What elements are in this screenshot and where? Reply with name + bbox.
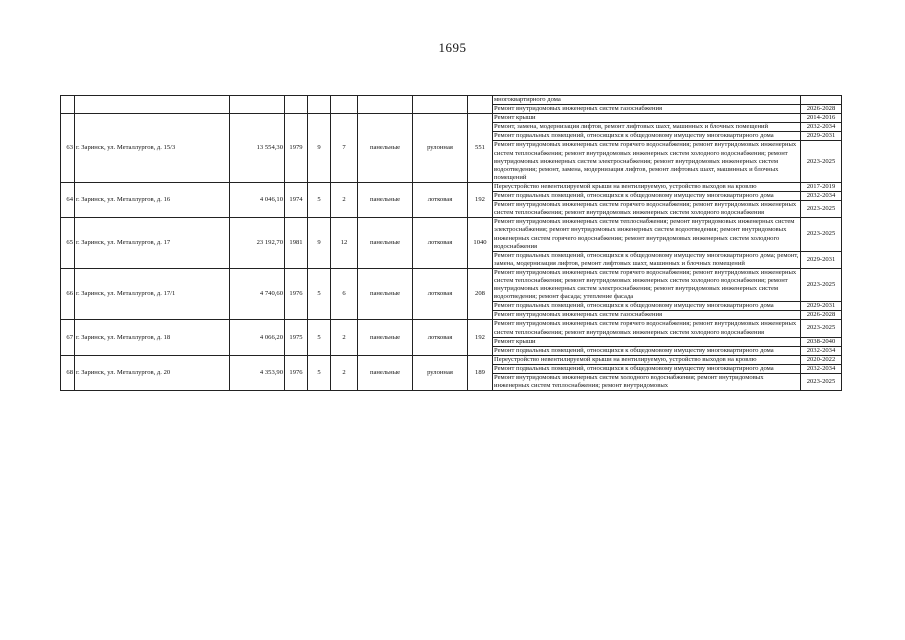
period-cell: 2014-2016 <box>801 114 842 123</box>
walls-cell: панельные <box>358 218 413 269</box>
floors-cell: 5 <box>308 320 331 355</box>
roof-cell: рулонная <box>413 355 468 390</box>
period-cell: 2023-2025 <box>801 218 842 251</box>
period-cell: 2023-2025 <box>801 374 842 391</box>
flats-cell: 551 <box>468 114 493 183</box>
work-type-cell: Ремонт внутридомовых инженерных систем горячего водоснабжения; ремонт внутридомовых инженерных систем теплоснабжения; ремонт внутридомовых инженерных систем холодного водоснабжения <box>493 320 801 337</box>
work-type-cell: Ремонт подвальных помещений, относящихся к общедомовому имуществу многоквартирного дома; ремонт, замена, модернизация лифтов, ремонт лифтовых шахт, машинных и блочных помещений <box>493 251 801 268</box>
work-type-cell: Ремонт подвальных помещений, относящихся к общедомовому имуществу многоквартирного дома <box>493 302 801 311</box>
walls-cell: панельные <box>358 182 413 217</box>
address-cell: г. Заринск, ул. Металлургов, д. 15/3 <box>75 114 230 183</box>
work-type-cell: многоквартирного дома <box>493 96 801 105</box>
period-cell: 2026-2028 <box>801 311 842 320</box>
flats-cell: 189 <box>468 355 493 390</box>
entrances-cell: 2 <box>331 355 358 390</box>
year-cell: 1974 <box>285 182 308 217</box>
area-cell <box>230 96 285 114</box>
house-num-cell: 68 <box>61 355 75 390</box>
page-number: 1695 <box>438 40 467 55</box>
flats-cell: 192 <box>468 182 493 217</box>
work-type-cell: Ремонт внутридомовых инженерных систем холодного водоснабжения; ремонт внутридомовых инженерных систем теплоснабжения; ремонт внутридомовых <box>493 374 801 391</box>
period-cell: 2038-2040 <box>801 337 842 346</box>
table-body <box>61 96 842 391</box>
roof-cell <box>413 96 468 114</box>
table-row <box>61 355 842 364</box>
period-cell: 2017-2019 <box>801 182 842 191</box>
flats-cell: 192 <box>468 320 493 355</box>
period-cell: 2020-2022 <box>801 355 842 364</box>
area-cell: 4 353,90 <box>230 355 285 390</box>
house-num-cell: 65 <box>61 218 75 269</box>
entrances-cell: 2 <box>331 182 358 217</box>
year-cell: 1976 <box>285 268 308 320</box>
entrances-cell: 2 <box>331 320 358 355</box>
flats-cell: 1040 <box>468 218 493 269</box>
entrances-cell: 12 <box>331 218 358 269</box>
walls-cell: панельные <box>358 268 413 320</box>
period-cell: 2023-2025 <box>801 201 842 218</box>
year-cell: 1979 <box>285 114 308 183</box>
work-type-cell: Ремонт, замена, модернизация лифтов, ремонт лифтовых шахт, машинных и блочных помещений <box>493 123 801 132</box>
house-num-cell: 67 <box>61 320 75 355</box>
walls-cell: панельные <box>358 320 413 355</box>
period-cell: 2032-2034 <box>801 364 842 373</box>
work-type-cell: Ремонт крыши <box>493 337 801 346</box>
work-type-cell: Ремонт внутридомовых инженерных систем горячего водоснабжения; ремонт внутридомовых инженерных систем теплоснабжения; ремонт внутридомовых инженерных систем холодного водоснабжения; ремонт внутридомовых инженерных систем электроснабжения; ремонт внутридомовых инженерных систем водоотведения; ремонт фасада; утепление фасада <box>493 268 801 301</box>
table-row <box>61 114 842 123</box>
work-type-cell: Ремонт подвальных помещений, относящихся к общедомовому имуществу многоквартирного дома <box>493 192 801 201</box>
period-cell: 2032-2034 <box>801 192 842 201</box>
address-cell: г. Заринск, ул. Металлургов, д. 16 <box>75 182 230 217</box>
floors-cell: 9 <box>308 218 331 269</box>
work-type-cell: Ремонт внутридомовых инженерных систем теплоснабжения; ремонт внутридомовых инженерных систем электроснабжения; ремонт внутридомовых инженерных систем водоотведения; ремонт внутридомовых инженерных систем горячего водоснабжения; ремонт внутридомовых инженерных систем холодного водоснабжения <box>493 218 801 251</box>
period-cell: 2032-2034 <box>801 346 842 355</box>
floors-cell: 5 <box>308 268 331 320</box>
period-cell: 2026-2028 <box>801 105 842 114</box>
roof-cell: лотковая <box>413 320 468 355</box>
work-type-cell: Ремонт внутридомовых инженерных систем горячего водоснабжения; ремонт внутридомовых инженерных систем теплоснабжения; ремонт внутридомовых инженерных систем холодного водоснабжения; ремонт внутридомовых инженерных систем электроснабжения; ремонт внутридомовых инженерных систем водоотведения; ремонт, замена, модернизация лифтов, ремонт лифтовых шахт, машинных и блочных помещений <box>493 141 801 182</box>
work-type-cell: Ремонт подвальных помещений, относящихся к общедомовому имуществу многоквартирного дома <box>493 346 801 355</box>
address-cell <box>75 96 230 114</box>
work-type-cell: Ремонт подвальных помещений, относящихся к общедомовому имуществу многоквартирного дома <box>493 364 801 373</box>
year-cell <box>285 96 308 114</box>
address-cell: г. Заринск, ул. Металлургов, д. 18 <box>75 320 230 355</box>
address-cell: г. Заринск, ул. Металлургов, д. 17 <box>75 218 230 269</box>
floors-cell <box>308 96 331 114</box>
walls-cell: панельные <box>358 114 413 183</box>
work-type-cell: Ремонт внутридомовых инженерных систем горячего водоснабжения; ремонт внутридомовых инженерных систем теплоснабжения; ремонт внутридомовых инженерных систем холодного водоснабжения <box>493 201 801 218</box>
work-type-cell: Ремонт крыши <box>493 114 801 123</box>
floors-cell: 5 <box>308 355 331 390</box>
walls-cell <box>358 96 413 114</box>
area-cell: 4 740,60 <box>230 268 285 320</box>
period-cell <box>801 96 842 105</box>
floors-cell: 9 <box>308 114 331 183</box>
work-type-cell: Ремонт внутридомовых инженерных систем газоснабжения <box>493 311 801 320</box>
entrances-cell: 6 <box>331 268 358 320</box>
table-row <box>61 96 842 105</box>
work-type-cell: Ремонт внутридомовых инженерных систем газоснабжения <box>493 105 801 114</box>
house-num-cell <box>61 96 75 114</box>
roof-cell: лотковая <box>413 268 468 320</box>
area-cell: 4 066,20 <box>230 320 285 355</box>
floors-cell: 5 <box>308 182 331 217</box>
period-cell: 2023-2025 <box>801 268 842 301</box>
area-cell: 13 554,30 <box>230 114 285 183</box>
house-num-cell: 66 <box>61 268 75 320</box>
entrances-cell <box>331 96 358 114</box>
work-type-cell: Ремонт подвальных помещений, относящихся к общедомовому имуществу многоквартирного дома <box>493 132 801 141</box>
flats-cell: 208 <box>468 268 493 320</box>
year-cell: 1975 <box>285 320 308 355</box>
table-row <box>61 320 842 337</box>
area-cell: 23 192,70 <box>230 218 285 269</box>
roof-cell: лотковая <box>413 182 468 217</box>
area-cell: 4 046,10 <box>230 182 285 217</box>
roof-cell: лотковая <box>413 218 468 269</box>
period-cell: 2029-2031 <box>801 302 842 311</box>
period-cell: 2029-2031 <box>801 251 842 268</box>
capital-repair-table <box>60 95 842 391</box>
table-row <box>61 268 842 301</box>
work-type-cell: Переустройство невентилируемой крыши на вентилируемую, устройство выходов на кровлю <box>493 182 801 191</box>
year-cell: 1981 <box>285 218 308 269</box>
house-num-cell: 64 <box>61 182 75 217</box>
roof-cell: рулонная <box>413 114 468 183</box>
work-type-cell: Переустройство невентилируемой крыши на вентилируемую, устройство выходов на кровлю <box>493 355 801 364</box>
period-cell: 2029-2031 <box>801 132 842 141</box>
table-row <box>61 182 842 191</box>
period-cell: 2023-2025 <box>801 141 842 182</box>
period-cell: 2032-2034 <box>801 123 842 132</box>
table-row <box>61 218 842 251</box>
year-cell: 1976 <box>285 355 308 390</box>
period-cell: 2023-2025 <box>801 320 842 337</box>
entrances-cell: 7 <box>331 114 358 183</box>
flats-cell <box>468 96 493 114</box>
house-num-cell: 63 <box>61 114 75 183</box>
address-cell: г. Заринск, ул. Металлургов, д. 20 <box>75 355 230 390</box>
walls-cell: панельные <box>358 355 413 390</box>
address-cell: г. Заринск, ул. Металлургов, д. 17/1 <box>75 268 230 320</box>
